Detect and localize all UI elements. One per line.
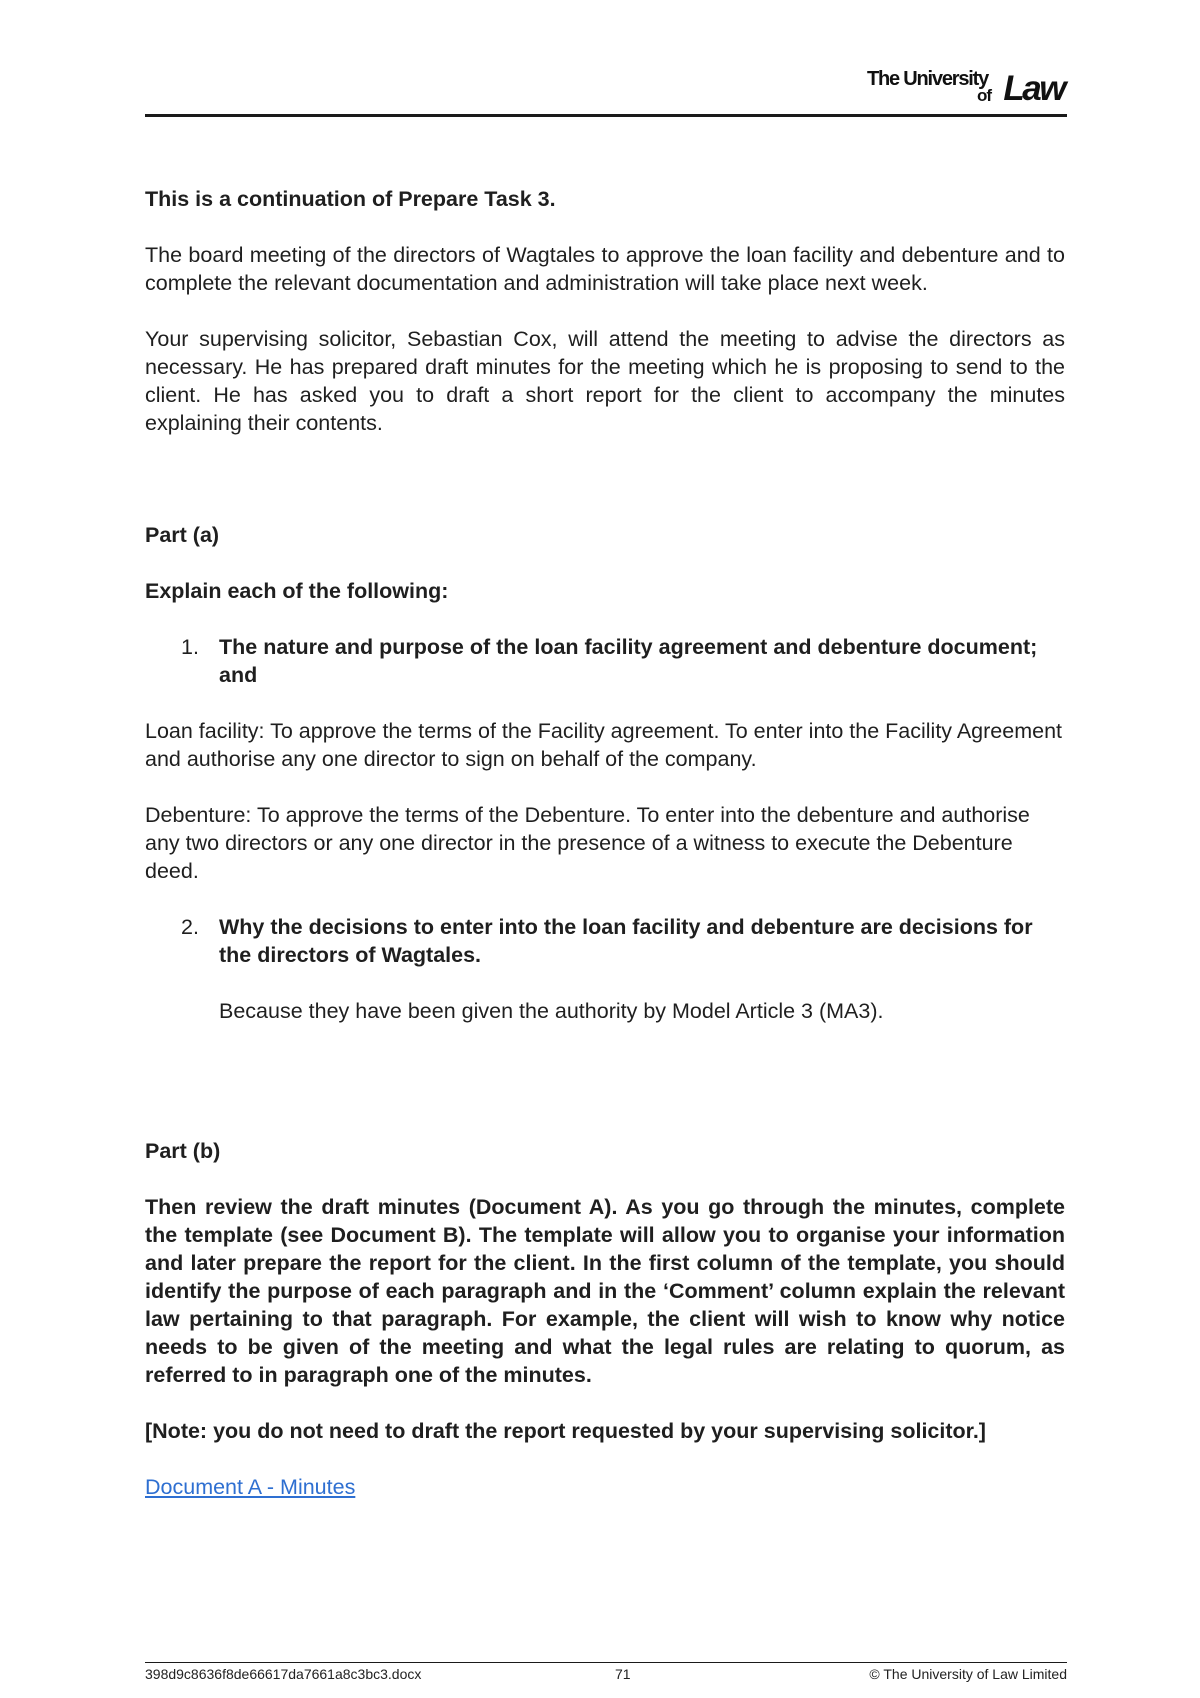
footer-copyright: © The University of Law Limited <box>869 1666 1067 1682</box>
part-b-instruction: Then review the draft minutes (Document A). As you go through the minutes, complete the template (see Document B). The template will allow you to organise your information and later prepare the report for the client. In the first column of the template, you should identify the purpose of each paragraph and in the ‘Comment’ column explain the relevant law pertaining to that paragraph. For example, the client will wish to know why notice needs to be given of the meeting and what the legal rules are relating to quorum, as referred to in paragraph one of the minutes. <box>145 1195 1065 1387</box>
answer-question-2: Because they have been given the authority by Model Article 3 (MA3). <box>219 999 884 1023</box>
part-b-heading: Part (b) <box>145 1139 221 1163</box>
part-b-note: [Note: you do not need to draft the report requested by your supervising solicitor.] <box>145 1419 986 1443</box>
document-a-paragraph <box>145 1473 1065 1501</box>
question-1-text <box>145 633 1065 689</box>
intro-heading: This is a continuation of Prepare Task 3. <box>145 187 556 211</box>
question-1-number: 1. <box>181 635 199 659</box>
part-a-question-2 <box>145 913 1065 969</box>
logo-text-law: Law <box>1003 69 1064 108</box>
university-of-law-logo <box>854 66 1064 106</box>
part-a-heading: Part (a) <box>145 523 220 547</box>
intro-paragraph-1: The board meeting of the directors of Wagtales to approve the loan facility and debenture and to complete the relevant documentation and administration will take place next week. <box>145 243 1065 295</box>
footer-divider <box>145 1662 1067 1663</box>
question-2-label: Why the decisions to enter into the loan facility and debenture are decisions for the directors of Wagtales. <box>219 915 1033 967</box>
question-1-label: The nature and purpose of the loan facility agreement and debenture document; and <box>219 635 1038 687</box>
logo-text-of: of <box>976 86 991 105</box>
intro-paragraph-2: Your supervising solicitor, Sebastian Cox, will attend the meeting to advise the directors as necessary. He has prepared draft minutes for the meeting which he is proposing to send to the client. He has asked you to draft a short report for the client to accompany the minutes explaining their contents. <box>145 327 1065 435</box>
question-2-text <box>145 913 1065 969</box>
footer-filename: 398d9c8636f8de66617da7661a8c3bc3.docx <box>145 1666 422 1682</box>
answer-debenture: Debenture: To approve the terms of the Debenture. To enter into the debenture and authorise any two directors or any one director in the presence of a witness to execute the Debenture deed. <box>145 803 1030 883</box>
logo-text-university: The University <box>866 68 988 90</box>
part-a-question-1 <box>145 633 1065 689</box>
part-a-instruction: Explain each of the following: <box>145 579 449 603</box>
header-divider <box>145 114 1067 117</box>
footer-page-number: 71 <box>615 1666 631 1682</box>
question-2-number: 2. <box>181 915 199 939</box>
document-a-minutes-link[interactable]: Document A - Minutes <box>145 1475 356 1499</box>
document-body <box>145 185 1065 1529</box>
answer-loan-facility: Loan facility: To approve the terms of the Facility agreement. To enter into the Facility Agreement and authorise any one director to sign on behalf of the company. <box>145 719 1063 771</box>
